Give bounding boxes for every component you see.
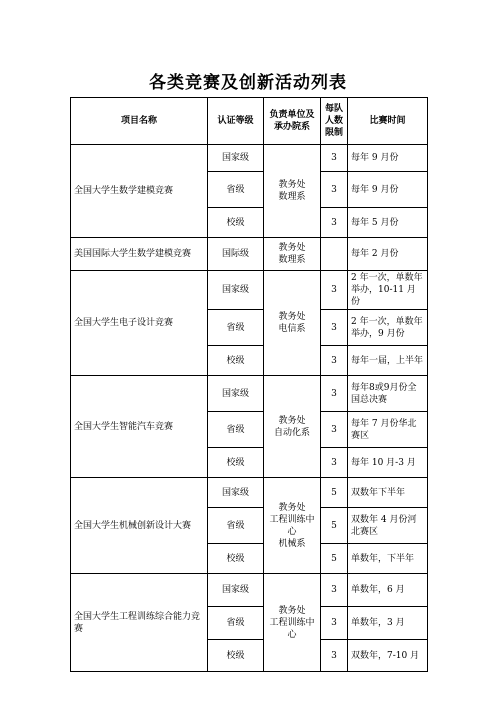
table-row (71, 478, 428, 508)
level-cell: 校级 (208, 208, 264, 238)
table-row (71, 145, 428, 172)
time-cell: 双数年下半年 (348, 478, 428, 508)
time-cell: 每年8或9月份全国总决赛 (348, 376, 428, 412)
header-level: 认证等级 (208, 98, 264, 145)
time-cell: 单数年，下半年 (348, 544, 428, 574)
competition-name: 全国大学生智能汽车竞赛 (71, 376, 208, 478)
limit-cell: 5 (321, 478, 348, 508)
limit-cell: 3 (321, 574, 348, 607)
header-unit: 负责单位及承办院系 (264, 98, 321, 145)
limit-cell: 5 (321, 544, 348, 574)
table-row (71, 238, 428, 271)
limit-cell: 3 (321, 172, 348, 208)
table-body (71, 145, 428, 672)
unit-cell: 教务处 电信系 (264, 271, 321, 376)
limit-cell: 5 (321, 508, 348, 544)
table-row (71, 376, 428, 412)
level-cell: 国家级 (208, 574, 264, 607)
time-cell: 双数年 4 月份河北赛区 (348, 508, 428, 544)
level-cell: 校级 (208, 544, 264, 574)
limit-cell: 3 (321, 448, 348, 478)
time-cell: 每年 9 月份 (348, 145, 428, 172)
time-cell: 每年 10 月-3 月 (348, 448, 428, 478)
time-cell: 每年 2 月份 (348, 238, 428, 271)
limit-cell: 3 (321, 607, 348, 640)
header-time: 比赛时间 (348, 98, 428, 145)
level-cell: 省级 (208, 412, 264, 448)
limit-cell (321, 238, 348, 271)
level-cell: 校级 (208, 346, 264, 376)
unit-cell: 教务处 工程训练中心 机械系 (264, 478, 321, 574)
page-title: 各类竞赛及创新活动列表 (149, 73, 347, 93)
competition-table (70, 97, 428, 672)
limit-cell: 3 (321, 412, 348, 448)
level-cell: 省级 (208, 508, 264, 544)
time-cell: 单数年，6 月 (348, 574, 428, 607)
time-cell: 单数年，3 月 (348, 607, 428, 640)
level-cell: 国家级 (208, 376, 264, 412)
table-row (71, 574, 428, 607)
level-cell: 省级 (208, 172, 264, 208)
competition-name: 全国大学生数学建模竞赛 (71, 145, 208, 238)
time-cell: 双数年，7-10 月 (348, 640, 428, 672)
limit-cell: 3 (321, 208, 348, 238)
level-cell: 国家级 (208, 271, 264, 310)
table-row (71, 271, 428, 310)
unit-cell: 教务处 工程训练中心 (264, 574, 321, 672)
level-cell: 校级 (208, 640, 264, 672)
time-cell: 每年 5 月份 (348, 208, 428, 238)
limit-cell: 3 (321, 346, 348, 376)
level-cell: 校级 (208, 448, 264, 478)
level-cell: 省级 (208, 310, 264, 346)
limit-cell: 3 (321, 271, 348, 310)
level-cell: 国家级 (208, 478, 264, 508)
level-cell: 省级 (208, 607, 264, 640)
unit-cell: 教务处 数理系 (264, 238, 321, 271)
unit-cell: 教务处 数理系 (264, 145, 321, 238)
time-cell: 每年 9 月份 (348, 172, 428, 208)
competition-name: 全国大学生机械创新设计大赛 (71, 478, 208, 574)
level-cell: 国际级 (208, 238, 264, 271)
competition-name: 全国大学生电子设计竞赛 (71, 271, 208, 376)
limit-cell: 3 (321, 376, 348, 412)
header-name: 项目名称 (71, 98, 208, 145)
header-limit: 每队人数限制 (321, 98, 348, 145)
time-cell: 每年一届，上半年 (348, 346, 428, 376)
level-cell: 国家级 (208, 145, 264, 172)
time-cell: 2 年一次，单数年举办，10-11 月份 (348, 271, 428, 310)
competition-name: 美国国际大学生数学建模竞赛 (71, 238, 208, 271)
unit-cell: 教务处 自动化系 (264, 376, 321, 478)
time-cell: 每年 7 月份华北赛区 (348, 412, 428, 448)
time-cell: 2 年一次，单数年举办，9 月份 (348, 310, 428, 346)
table-header-row (71, 98, 428, 145)
competition-name: 全国大学生工程训练综合能力竞赛 (71, 574, 208, 672)
limit-cell: 3 (321, 145, 348, 172)
limit-cell: 3 (321, 310, 348, 346)
limit-cell: 3 (321, 640, 348, 672)
